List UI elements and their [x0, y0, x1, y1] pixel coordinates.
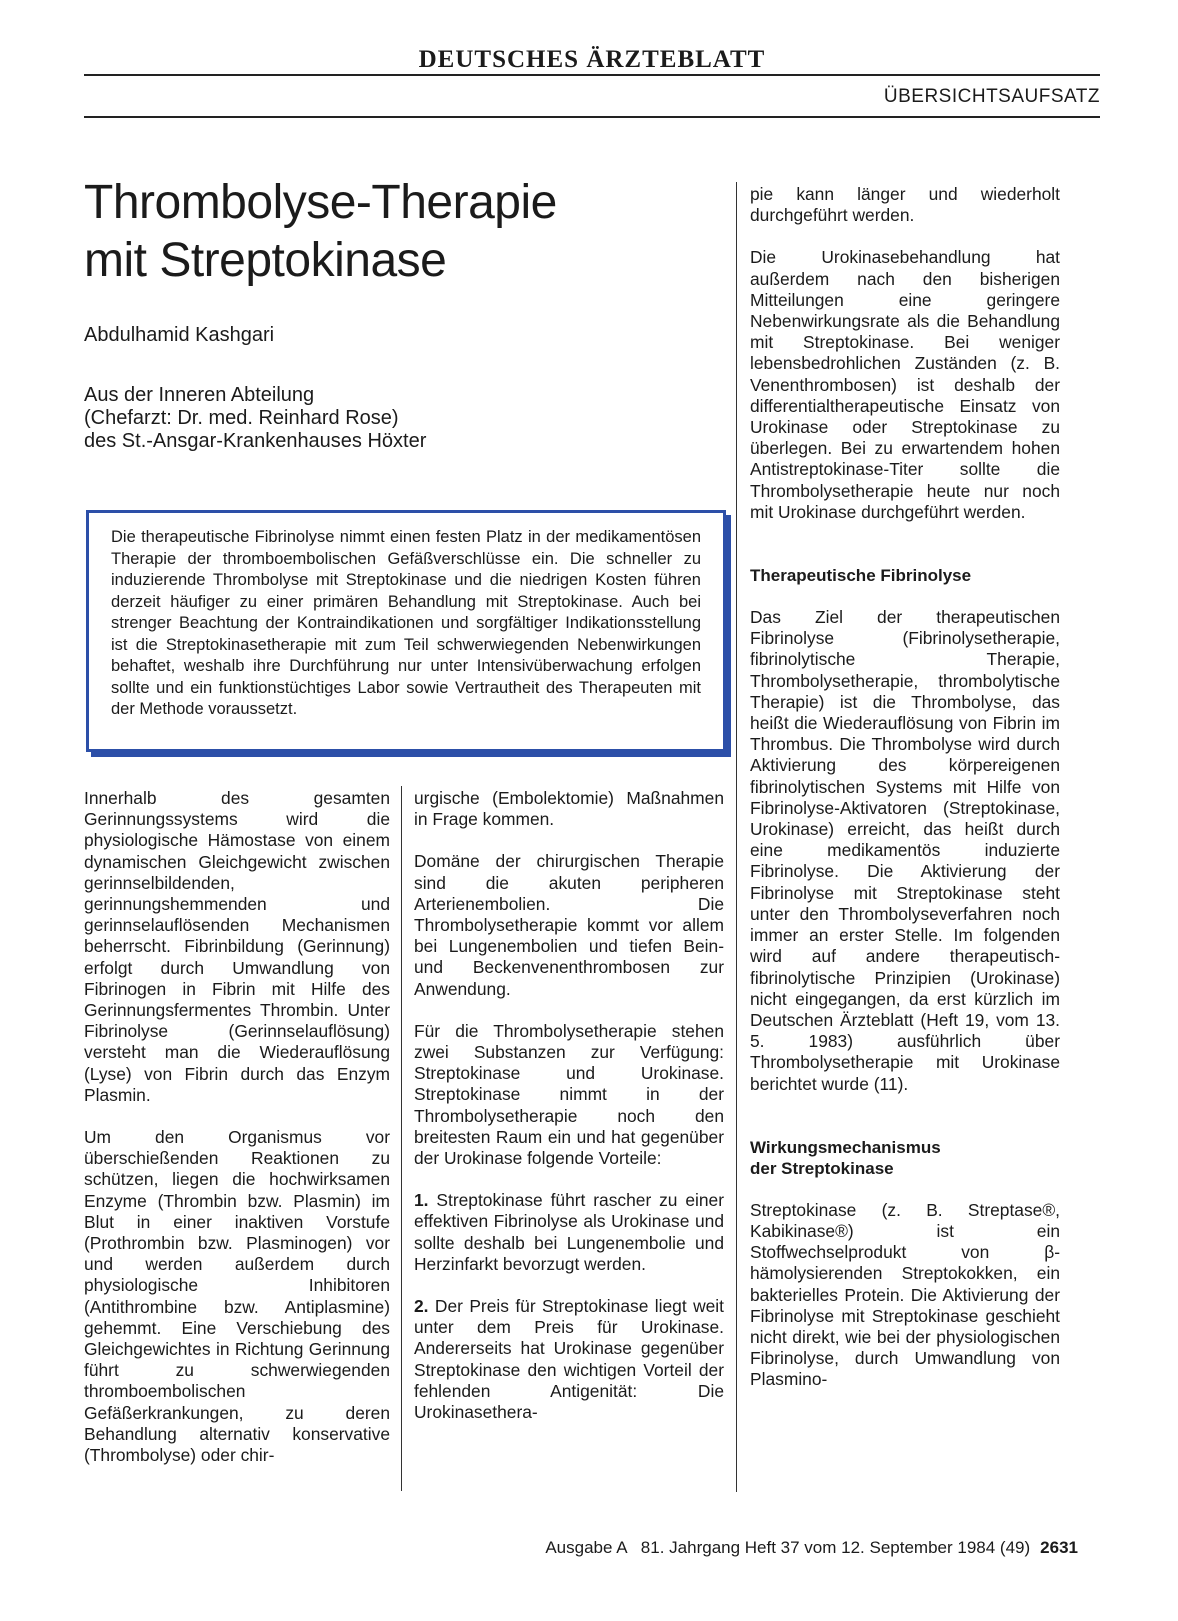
heading-2-line-2: der Streptokinase [750, 1158, 894, 1178]
list-item-2-text: Der Preis für Streptokinase liegt weit unter dem Preis für Urokinase. Andererseits hat Urokinase gegenüber Streptokinase den wichtigen Vorteil der fehlenden Antigenität: Die Urokinasethera- [414, 1296, 724, 1423]
list-item-1-number: 1. [414, 1190, 429, 1211]
col1-paragraph-2: Um den Organismus vor überschießenden Reaktionen zu schützen, liegen die hochwirksamen Enzyme (Thrombin bzw. Plasmin) im Blut in einer inaktiven Vorstufe (Prothrombin bzw. Plasminogen) vor und werden außerdem durch physiologische Inhibitoren (Antithrombine bzw. Antiplasmine) gehemmt. Eine Verschiebung des Gleichgewichtes in Richtung Gerinnung führt zu schwerwiegenden thromboembolischen Gefäßerkrankungen, zu deren Behandlung alternativ konservative (Thrombolyse) oder chir- [84, 1127, 390, 1466]
list-item-1-text: Streptokinase führt rascher zu einer effektiven Fibrinolyse als Urokinase und sollte deshalb bei Lungenembolie und Herzinfarkt bevorzugt werden. [414, 1190, 724, 1274]
list-item-2-number: 2. [414, 1296, 429, 1317]
col2-list-item-1 [414, 1190, 724, 1275]
affiliation-line-1: Aus der Inneren Abteilung [84, 384, 315, 406]
col2-paragraph-1: urgische (Embolektomie) Maßnahmen in Frage kommen. [414, 788, 724, 830]
col3-paragraph-1: pie kann länger und wiederholt durchgeführt werden. [750, 184, 1060, 226]
abstract-box [86, 510, 726, 752]
affiliation-line-2: (Chefarzt: Dr. med. Reinhard Rose) [84, 407, 399, 429]
page-footer [545, 1538, 1078, 1558]
section-label: ÜBERSICHTSAUFSATZ [883, 86, 1100, 107]
article-title [84, 174, 734, 290]
author-name: Abdulhamid Kashgari [84, 324, 275, 346]
column-3 [750, 184, 1060, 1391]
section-heading-fibrinolyse: Therapeutische Fibrinolyse [750, 566, 972, 586]
col3-paragraph-2: Die Urokinasebehandlung hat außerdem nach den bisherigen Mitteilungen eine geringere Nebenwirkungsrate als die Behandlung mit Streptokinase. Bei weniger lebensbedrohlichen Zuständen (z. B. Venenthrombosen) ist deshalb der differentialtherapeutische Einsatz von Urokinase oder Streptokinase zu überlegen. Bei zu erwartendem hohen Antistreptokinase-Titer sollte die Thrombolysetherapie heute nur noch mit Urokinase durchgeführt werden. [750, 247, 1060, 522]
masthead-rule [84, 74, 1100, 76]
heading-2-line-1: Wirkungsmechanismus [750, 1137, 941, 1157]
journal-masthead: DEUTSCHES ÄRZTEBLATT [418, 46, 766, 73]
header-rule [84, 116, 1100, 118]
col3-paragraph-4: Streptokinase (z. B. Streptase®, Kabikinase®) ist ein Stoffwechselprodukt von β-hämolysierenden Streptokokken, ein bakterielles Protein. Die Aktivierung der Fibrinolyse mit Streptokinase geschieht nicht direkt, wie bei der physiologischen Fibrinolyse, durch Umwandlung von Plasmino- [750, 1199, 1060, 1390]
affiliation-line-3: des St.-Ansgar-Krankenhauses Höxter [84, 430, 427, 452]
col2-paragraph-2: Domäne der chirurgischen Therapie sind die akuten peripheren Arterienembolien. Die Thrombolysetherapie kommt vor allem bei Lungenembolien und tiefen Bein- und Beckenvenenthrombosen zur Anwendung. [414, 851, 724, 999]
title-line-1: Thrombolyse-Therapie [84, 176, 557, 229]
title-line-2: mit Streptokinase [84, 234, 447, 287]
col1-paragraph-1: Innerhalb des gesamten Gerinnungssystems wird die physiologische Hämostase von einem dynamischen Gleichgewicht zwischen gerinnselbildenden, gerinnungshemmenden und gerinnselauflösenden Mechanismen beherrscht. Fibrinbildung (Gerinnung) erfolgt durch Umwandlung von Fibrinogen in Fibrin mit Hilfe des Gerinnungsfermentes Thrombin. Unter Fibrinolyse (Gerinnselauflösung) versteht man die Wiederauflösung (Lyse) von Fibrin durch das Enzym Plasmin. [84, 788, 390, 1105]
col2-paragraph-3: Für die Thrombolysetherapie stehen zwei Substanzen zur Verfügung: Streptokinase und Urokinase. Streptokinase nimmt in der Thrombolysetherapie noch den breitesten Raum ein und hat gegenüber der Urokinase folgende Vorteile: [414, 1020, 724, 1169]
column-divider-1 [401, 786, 402, 1491]
col2-list-item-2 [414, 1296, 724, 1423]
abstract-text: Die therapeutische Fibrinolyse nimmt einen festen Platz in der medikamentösen Therapie der thromboembolischen Gefäßverschlüsse ein. Die schneller zu induzierende Thrombolyse mit Streptokinase und die niedrigen Kosten führen derzeit häufiger zu einer primären Behandlung mit Streptokinase. Auch bei strenger Beachtung der Kontraindikationen und sorgfältiger Indikationsstellung ist die Streptokinasetherapie mit zum Teil schwerwiegenden Nebenwirkungen behaftet, weshalb ihre Durchführung nur unter Intensivüberwachung erfolgen sollte und ein funktionstüchtiges Labor sowie Vertrautheit des Therapeuten mit der Methode voraussetzt. [111, 528, 701, 718]
column-divider-2 [736, 182, 737, 1492]
column-1 [84, 788, 390, 1466]
footer-issue: Ausgabe A 81. Jahrgang Heft 37 vom 12. September 1984 (49) [545, 1538, 1031, 1557]
affiliation [84, 384, 724, 453]
page-number: 2631 [1040, 1538, 1078, 1557]
column-2 [414, 788, 724, 1423]
col3-paragraph-3: Das Ziel der therapeutischen Fibrinolyse (Fibrinolysetherapie, fibrinolytische Therapie, Thrombolysetherapie, thrombolytische Therapie) ist die Thrombolyse, das heißt die Wiederauflösung von Fibrin im Thrombus. Die Thrombolyse wird durch Aktivierung des körpereigenen fibrinolytischen Systems mit Hilfe von Fibrinolyse-Aktivatoren (Streptokinase, Urokinase) erreicht, das heißt durch eine medikamentös induzierte Fibrinolyse. Die Aktivierung der Fibrinolyse mit Streptokinase steht unter den Thrombolyseverfahren noch immer an erster Stelle. Im folgenden wird auf andere therapeutisch-fibrinolytische Prinzipien (Urokinase) nicht eingegangen, da erst kürzlich im Deutschen Ärzteblatt (Heft 19, vom 13. 5. 1983) ausführlich über Thrombolysetherapie mit Urokinase berichtet wurde (11). [750, 607, 1060, 1094]
section-heading-wirkungsmechanismus [750, 1137, 1060, 1179]
